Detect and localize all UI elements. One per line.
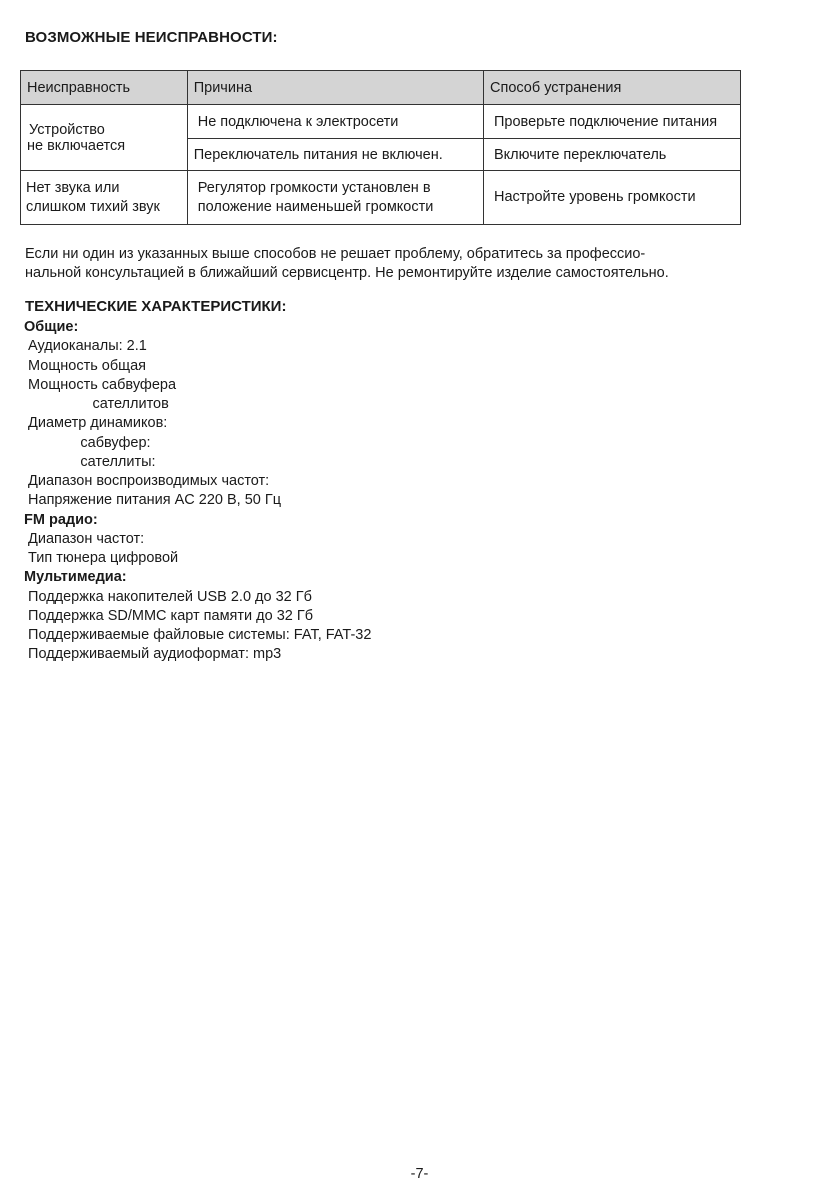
specs-fm-title: FM радио: xyxy=(24,511,98,528)
cause-cell xyxy=(187,171,483,225)
spec-line: Поддержка накопителей USB 2.0 до 32 Гб xyxy=(24,588,312,605)
table-row xyxy=(21,171,741,225)
note-line: нальной консультацией в ближайший сервисцентр. Не ремонтируйте изделие самостоятельно. xyxy=(25,265,669,281)
fix-cell: Включите переключатель xyxy=(484,139,741,171)
problem-line: Устройство xyxy=(29,121,105,138)
spec-line: Аудиоканалы: 2.1 xyxy=(24,338,147,355)
spec-line: Диаметр динамиков: xyxy=(24,415,168,432)
spec-line: сабвуфер: xyxy=(24,434,151,451)
problem-cell xyxy=(21,105,188,171)
spec-line: Мощность сабвуфера xyxy=(24,376,177,393)
fix-cell: Проверьте подключение питания xyxy=(484,105,741,139)
spec-line: Тип тюнера цифровой xyxy=(24,550,179,566)
problem-cell xyxy=(21,171,188,225)
problem-line: не включается xyxy=(27,137,126,154)
specs-list xyxy=(24,318,371,665)
spec-line: Диапазон воспроизводимых частот: xyxy=(24,473,270,489)
cause-cell: Переключатель питания не включен. xyxy=(187,139,483,171)
spec-line: Напряжение питания AC 220 В, 50 Гц xyxy=(24,492,282,509)
fix-cell: Настройте уровень громкости xyxy=(484,171,741,225)
service-note xyxy=(25,245,755,283)
problem-line: Нет звука или xyxy=(26,179,120,196)
spec-line: Диапазон частот: xyxy=(24,530,145,547)
note-line: Если ни один из указанных выше способов не решает проблему, обратитесь за профессио- xyxy=(25,246,646,262)
spec-line: сателлитов xyxy=(24,396,169,412)
page-number: -7- xyxy=(410,1166,429,1182)
troubleshooting-table xyxy=(20,70,741,225)
specs-title: ТЕХНИЧЕСКИЕ ХАРАКТЕРИСТИКИ: xyxy=(25,298,287,315)
cause-cell: Не подключена к электросети xyxy=(187,105,483,139)
table-row xyxy=(21,105,741,139)
header-problem: Неисправность xyxy=(21,71,188,105)
spec-line: Поддержка SD/MMC карт памяти до 32 Гб xyxy=(24,607,314,624)
spec-line: Поддерживаемые файловые системы: FAT, FAT-32 xyxy=(24,627,372,643)
cause-line: Регулятор громкости установлен в xyxy=(197,179,431,196)
specs-multimedia-title: Мультимедиа: xyxy=(24,569,127,586)
header-cause: Причина xyxy=(187,71,483,105)
cause-line: положение наименьшей громкости xyxy=(197,198,434,215)
header-fix: Способ устранения xyxy=(484,71,741,105)
problem-line: слишком тихий звук xyxy=(26,198,160,215)
troubleshooting-title: ВОЗМОЖНЫЕ НЕИСПРАВНОСТИ: xyxy=(25,29,278,46)
table-header-row xyxy=(21,71,741,105)
spec-line: Поддерживаемый аудиоформат: mp3 xyxy=(24,646,282,663)
spec-line: Мощность общая xyxy=(24,357,147,374)
specs-general-title: Общие: xyxy=(24,319,79,335)
spec-line: сателлиты: xyxy=(24,453,156,470)
